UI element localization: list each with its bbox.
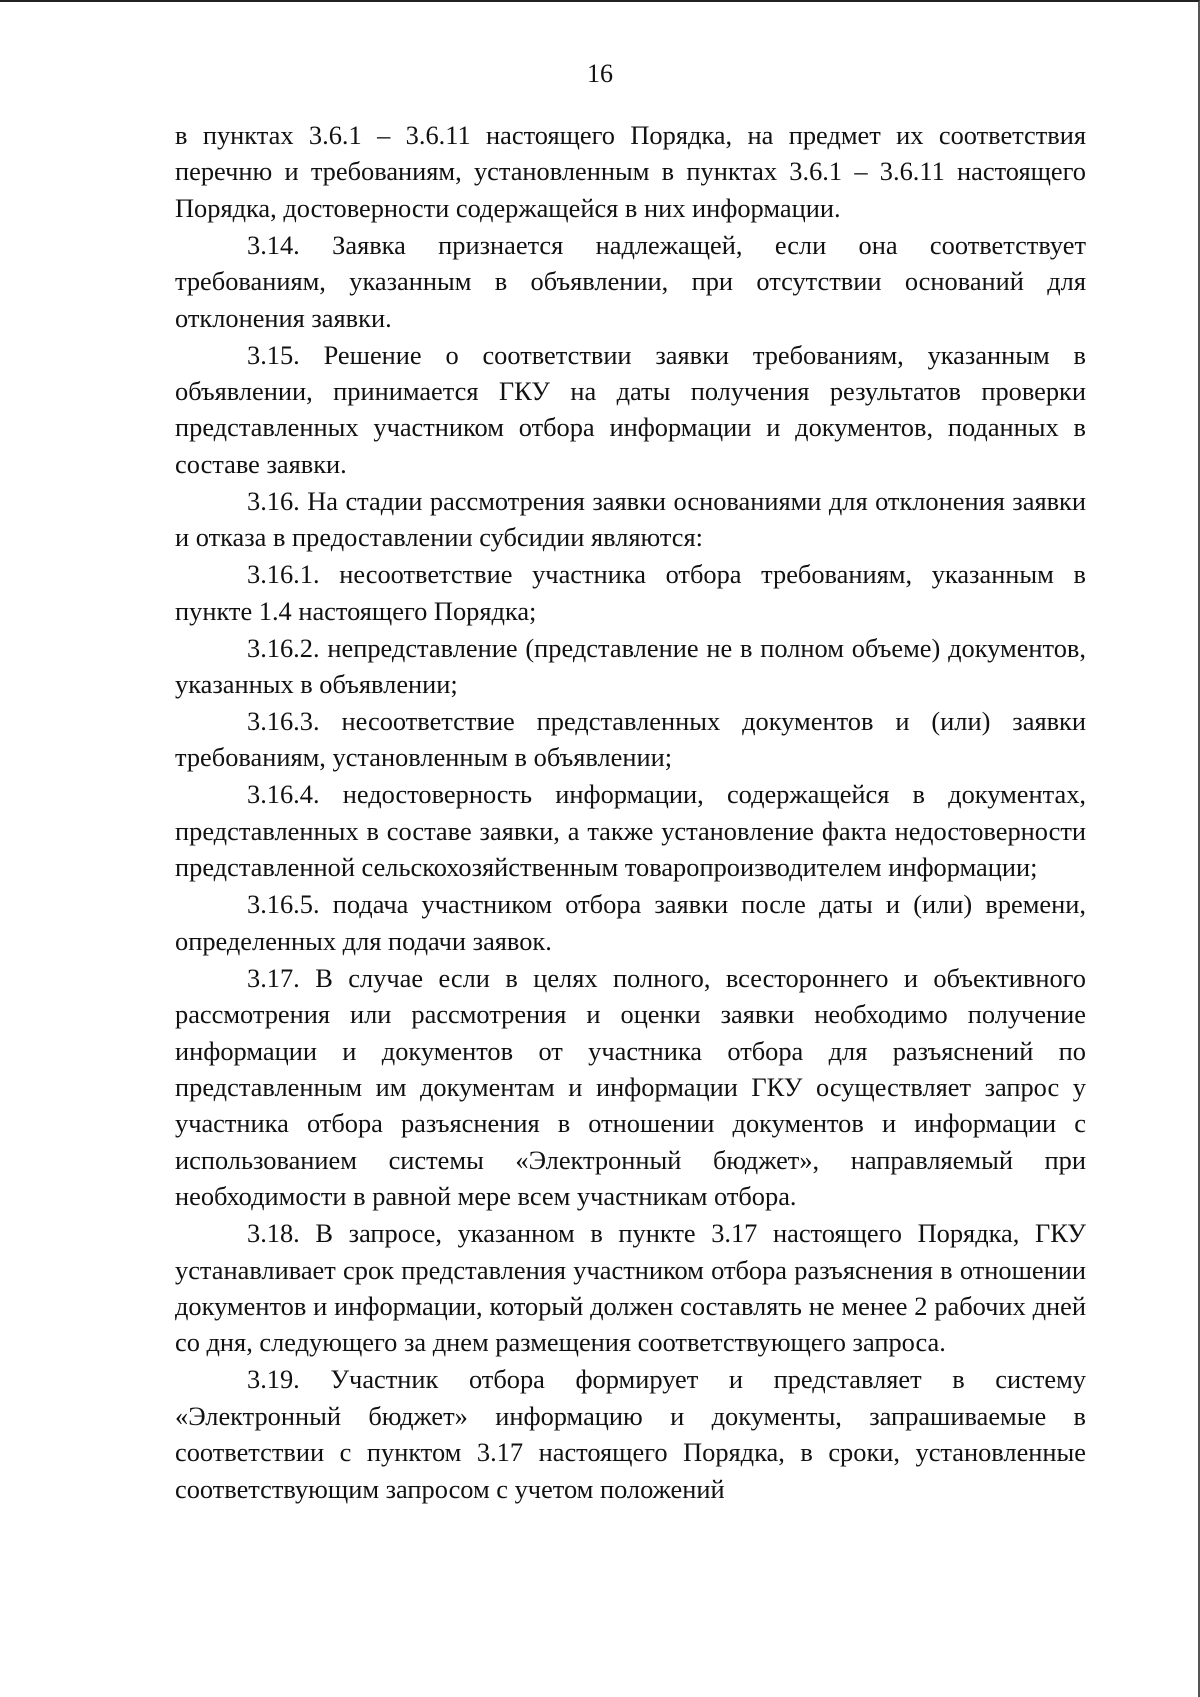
paragraph-3-15: 3.15. Решение о соответствии заявки требованиям, указанным в объявлении, принимается ГКУ на даты получения результатов проверки представленных участником отбора информации и документов, поданных в составе заявки. bbox=[175, 339, 1086, 479]
paragraph-3-16-4: 3.16.4. недостоверность информации, содержащейся в документах, представленных в составе заявки, а также установление факта недостоверности представленной сельскохозяйственным товаропроизводителем информации; bbox=[175, 779, 1086, 883]
paragraph-3-16-2: 3.16.2. непредставление (представление не в полном объеме) документов, указанных в объявлении; bbox=[175, 632, 1086, 700]
page-number: 16 bbox=[587, 59, 613, 88]
paragraph-3-16-1: 3.16.1. несоответствие участника отбора требованиям, указанным в пункте 1.4 настоящего Порядка; bbox=[175, 559, 1086, 626]
document-body bbox=[175, 117, 1086, 1507]
paragraph-continuation: в пунктах 3.6.1 – 3.6.11 настоящего Порядка, на предмет их соответствия перечню и требованиям, установленным в пунктах 3.6.1 – 3.6.11 настоящего Порядка, достоверности содержащейся в них информации. bbox=[175, 120, 1086, 223]
paragraph-3-16: 3.16. На стадии рассмотрения заявки основаниями для отклонения заявки и отказа в предоставлении субсидии являются: bbox=[175, 485, 1086, 553]
paragraph-3-16-3: 3.16.3. несоответствие представленных документов и (или) заявки требованиям, установленным в объявлении; bbox=[175, 706, 1086, 773]
paragraph-3-16-5: 3.16.5. подача участником отбора заявки после даты и (или) времени, определенных для подачи заявок. bbox=[175, 889, 1086, 956]
paragraph-3-14: 3.14. Заявка признается надлежащей, если она соответствует требованиям, указанным в объявлении, при отсутствии оснований для отклонения заявки. bbox=[175, 229, 1086, 333]
paragraph-3-17: 3.17. В случае если в целях полного, всестороннего и объективного рассмотрения или рассмотрения и оценки заявки необходимо получение информации и документов от участника отбора для разъяснений по представленным им документам и информации ГКУ осуществляет запрос у участника отбора разъяснения в отношении документов и информации с использованием системы «Электронный бюджет», направляемый при необходимости в равной мере всем участникам отбора. bbox=[175, 962, 1086, 1212]
paragraph-3-19: 3.19. Участник отбора формирует и представляет в систему «Электронный бюджет» информацию и документы, запрашиваемые в соответствии с пунктом 3.17 настоящего Порядка, в сроки, установленные соответствующим запросом с учетом положений bbox=[175, 1364, 1086, 1504]
paragraph-3-18: 3.18. В запросе, указанном в пункте 3.17 настоящего Порядка, ГКУ устанавливает срок представления участником отбора разъяснения в отношении документов и информации, который должен составлять не менее 2 рабочих дней со дня, следующего за днем размещения соответствующего запроса. bbox=[175, 1218, 1086, 1358]
